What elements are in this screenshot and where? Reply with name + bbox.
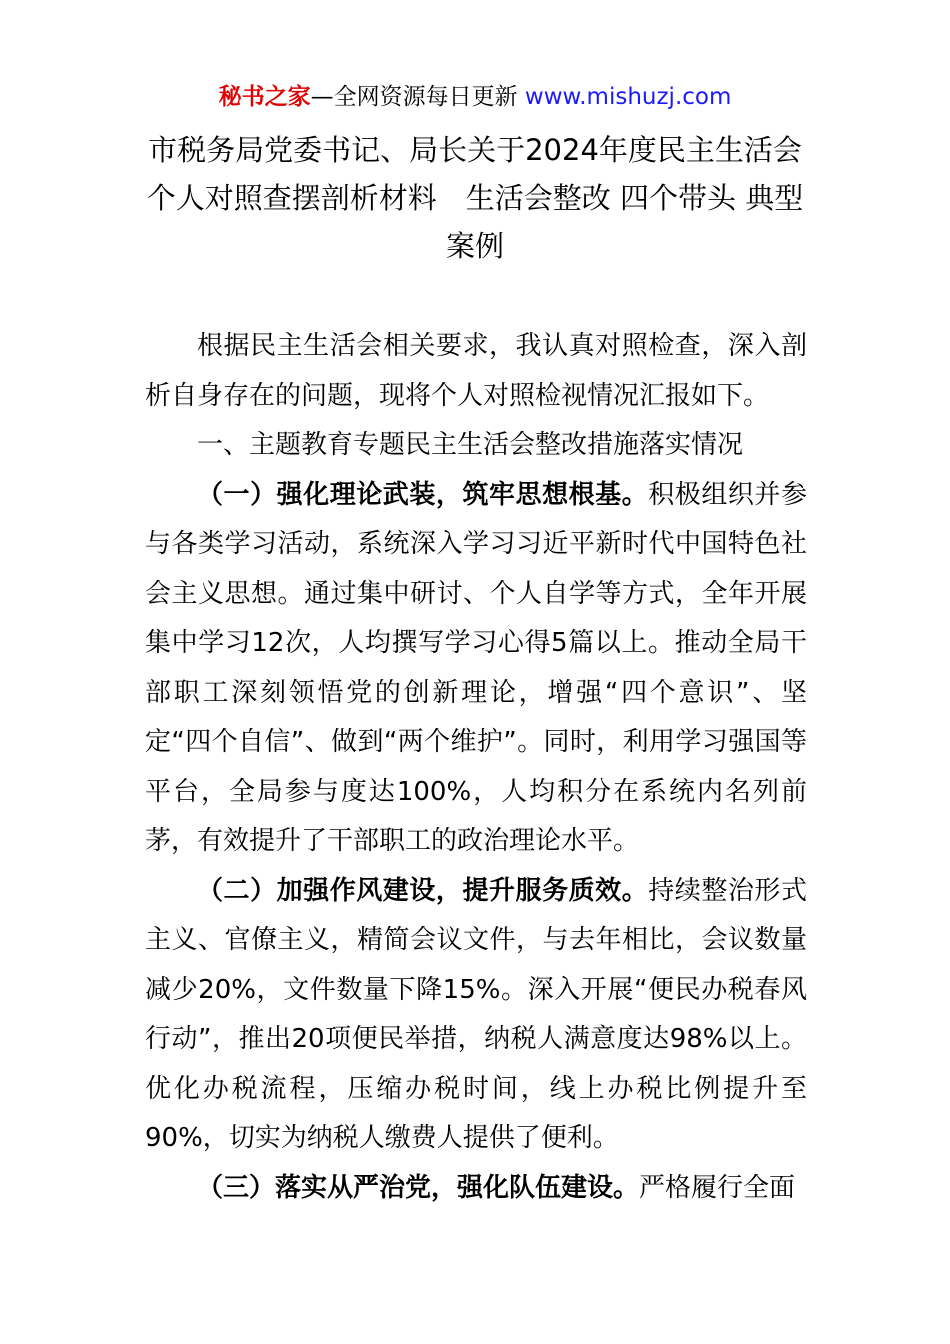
document-title: 市税务局党委书记、局长关于2024年度民主生活会个人对照查摆剖析材料 生活会整改 四个带头 典型案例 (146, 133, 804, 263)
site-tagline: —全网资源每日更新 (310, 84, 525, 110)
item-1-heading: （一）强化理论武装，筑牢思想根基。 (197, 479, 649, 510)
site-header (0, 82, 950, 112)
item-2-text: 持续整治形式主义、官僚主义，精简会议文件，与去年相比，会议数量减少20%，文件数量下降15%。深入开展“便民办税春风行动”，推出20项便民举措，纳税人满意度达98%以上。优化办税流程，压缩办税时间，线上办税比例提升至90%，切实为纳税人缴费人提供了便利。 (145, 875, 807, 1153)
intro-paragraph: 根据民主生活会相关要求，我认真对照检查，深入剖析自身存在的问题，现将个人对照检视情况汇报如下。 (145, 331, 807, 411)
section-heading: 一、主题教育专题民主生活会整改措施落实情况 (197, 430, 744, 460)
item-3-paragraph (145, 1164, 807, 1214)
item-3-heading: （三）落实从严治党，强化队伍建设。 (197, 1172, 640, 1203)
item-1-paragraph (145, 471, 807, 867)
item-2-paragraph (145, 867, 807, 1164)
item-2-heading: （二）加强作风建设，提升服务质效。 (197, 875, 649, 906)
item-1-text: 积极组织并参与各类学习活动，系统深入学习习近平新时代中国特色社会主义思想。通过集中研讨、个人自学等方式，全年开展集中学习12次，人均撰写学习心得5篇以上。推动全局干部职工深刻领悟党的创新理论，增强“四个意识”、坚定“四个自信”、做到“两个维护”。同时，利用学习强国等平台，全局参与度达100%，人均积分在系统内名列前茅，有效提升了干部职工的政治理论水平。 (145, 479, 807, 856)
document-body (145, 322, 807, 1213)
site-name: 秘书之家 (218, 84, 311, 110)
item-3-text: 严格履行全面 (639, 1172, 796, 1203)
site-url-link[interactable]: www.mishuzj.com (524, 84, 732, 110)
